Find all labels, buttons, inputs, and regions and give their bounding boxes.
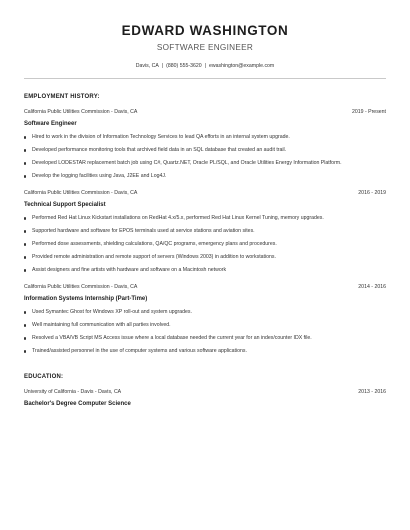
education-heading: EDUCATION: (24, 374, 64, 380)
candidate-name: EDWARD WASHINGTON (121, 23, 289, 38)
job-bullet (24, 335, 386, 342)
job-bullet (24, 173, 386, 180)
job-dates: 2019 - Present (351, 109, 386, 115)
job-bullet-text: Used Symantec Ghost for Windows XP roll-out and system upgrades. (32, 309, 192, 315)
job-bullet (24, 348, 386, 355)
education-dates: 2013 - 2016 (358, 389, 386, 395)
job-bullet-text: Performed dose assessments, shielding calculations, QA/QC programs, emergency plans and procedures. (32, 241, 277, 247)
job-bullet (24, 228, 386, 235)
contact-separator: | (161, 63, 164, 69)
job-bullets (24, 134, 386, 180)
contact-email[interactable]: ewashington@example.com (209, 63, 275, 69)
contact-separator: | (204, 63, 206, 69)
job-title: Information Systems Internship (Part-Time) (24, 296, 148, 302)
job-bullet (24, 160, 386, 167)
job-bullet-text: Developed performance monitoring tools that archived field data in an SQL database that created an audit trail. (32, 147, 287, 153)
job-bullet (24, 241, 386, 248)
job-employer: California Public Utilities Commission - Davis, CA (24, 190, 138, 196)
bullet-dot-icon (24, 162, 26, 164)
employment-heading: EMPLOYMENT HISTORY: (24, 94, 100, 100)
bullet-dot-icon (24, 256, 26, 258)
job-bullet (24, 267, 386, 274)
education-degree: Bachelor's Degree Computer Science (24, 401, 131, 407)
bullet-dot-icon (24, 175, 26, 177)
bullet-dot-icon (24, 243, 26, 245)
contact-phone: (880) 555-3620 (166, 63, 202, 69)
job-bullet-text: Developed LODESTAR replacement batch job using C#, Quartz.NET, Oracle PL/SQL, and Oracle Utilities Energy Information Platform. (32, 160, 342, 166)
job-bullet-text: Develop the logging facilities using Java, J2EE and Log4J. (32, 173, 167, 179)
bullet-dot-icon (24, 311, 26, 313)
job-bullet-text: Hired to work in the division of Information Technology Services to lead QA efforts in an internal system upgrade. (32, 134, 290, 140)
header-divider (24, 78, 386, 79)
job-bullet (24, 147, 386, 154)
bullet-dot-icon (24, 217, 26, 219)
bullet-dot-icon (24, 136, 26, 138)
job-meta (24, 284, 386, 291)
education-meta (24, 389, 386, 396)
job-entry (24, 190, 386, 274)
job-employer: California Public Utilities Commission - Davis, CA (24, 284, 138, 290)
bullet-dot-icon (24, 149, 26, 151)
job-bullet-text: Well maintaining full communication with all parties involved. (32, 322, 171, 328)
job-title: Technical Support Specialist (24, 202, 106, 208)
job-bullet-text: Supported hardware and software for EPOS terminals used at service stations and aviation sites. (32, 228, 255, 234)
contact-line (24, 63, 386, 70)
education-entry (24, 389, 386, 408)
job-entry (24, 109, 386, 180)
job-bullet-text: Assist designers and fine artists with hardware and software on a Macintosh network (32, 267, 227, 273)
bullet-dot-icon (24, 350, 26, 352)
bullet-dot-icon (24, 324, 26, 326)
job-bullet-text: Provided remote administration and remote support of servers (Windows 2003) in addition to workstations. (32, 254, 276, 260)
job-bullet (24, 309, 386, 316)
candidate-title: SOFTWARE ENGINEER (156, 43, 254, 52)
contact-location: Davis, CA (135, 63, 159, 69)
education-school: University of California - Davis - Davis, CA (24, 389, 122, 395)
job-dates: 2016 - 2019 (358, 190, 386, 196)
job-bullet-text: Trained/assisted personnel in the use of computer systems and various software applications. (32, 348, 247, 354)
job-dates: 2014 - 2016 (358, 284, 386, 290)
job-bullet (24, 254, 386, 261)
bullet-dot-icon (24, 230, 26, 232)
job-meta (24, 190, 386, 197)
job-title: Software Engineer (24, 121, 77, 127)
job-employer: California Public Utilities Commission - Davis, CA (24, 109, 138, 115)
job-bullets (24, 215, 386, 274)
job-bullet-text: Performed Red Hat Linux Kickstart installations on RedHat 4.x/5.x, performed Red Hat Linux Kernel Tuning, memory upgrades. (32, 215, 324, 221)
job-bullet (24, 215, 386, 222)
job-bullets (24, 309, 386, 355)
job-bullet (24, 134, 386, 141)
bullet-dot-icon (24, 337, 26, 339)
job-meta (24, 109, 386, 116)
bullet-dot-icon (24, 269, 26, 271)
job-bullet (24, 322, 386, 329)
resume-header (24, 22, 386, 70)
job-entry (24, 284, 386, 355)
job-bullet-text: Resolved a VBA/VB Script MS Access issue where a local database needed the current year for an index/counter IDX file. (32, 335, 312, 341)
